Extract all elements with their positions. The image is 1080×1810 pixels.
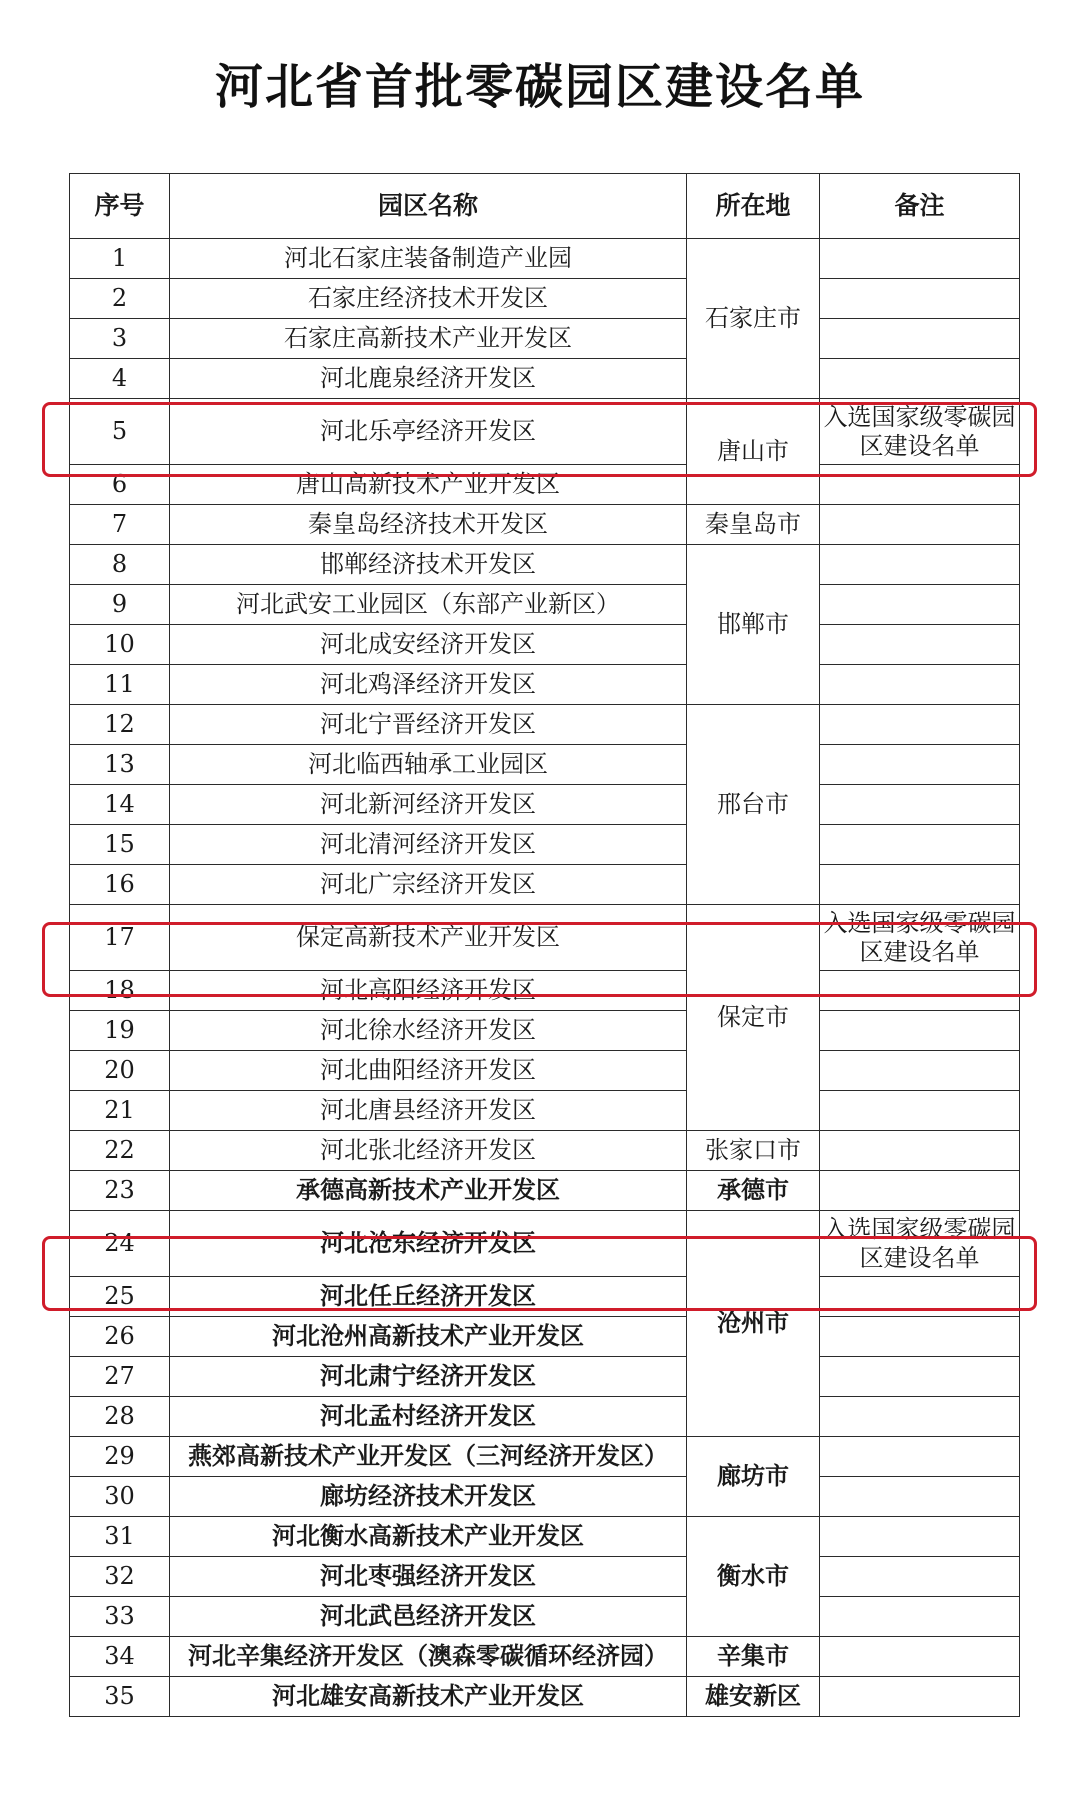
- remark-cell: [820, 585, 1020, 625]
- remark-cell: [820, 359, 1020, 399]
- remark-cell: [820, 865, 1020, 905]
- location-cell: 邢台市: [687, 705, 820, 905]
- location-cell: 衡水市: [687, 1517, 820, 1637]
- remark-cell: 入选国家级零碳园区建设名单: [820, 399, 1020, 465]
- table-row: [70, 1011, 1020, 1051]
- header-remarks: 备注: [820, 174, 1020, 239]
- table-row: [70, 1357, 1020, 1397]
- park-name: 河北成安经济开发区: [170, 625, 687, 665]
- remark-cell: [820, 705, 1020, 745]
- row-number: 13: [70, 745, 170, 785]
- remark-cell: [820, 1277, 1020, 1317]
- row-number: 21: [70, 1091, 170, 1131]
- remark-cell: [820, 1597, 1020, 1637]
- location-cell: 张家口市: [687, 1131, 820, 1171]
- table-row: [70, 1171, 1020, 1211]
- row-number: 30: [70, 1477, 170, 1517]
- park-name: 唐山高新技术产业开发区: [170, 465, 687, 505]
- park-name: 河北高阳经济开发区: [170, 971, 687, 1011]
- table-row: [70, 1317, 1020, 1357]
- table-row: [70, 545, 1020, 585]
- park-name: 河北辛集经济开发区（澳森零碳循环经济园）: [170, 1637, 687, 1677]
- row-number: 2: [70, 279, 170, 319]
- table-row: [70, 705, 1020, 745]
- remark-cell: [820, 665, 1020, 705]
- table-row: [70, 1517, 1020, 1557]
- park-name: 河北曲阳经济开发区: [170, 1051, 687, 1091]
- remark-cell: [820, 1317, 1020, 1357]
- park-name: 河北宁晋经济开发区: [170, 705, 687, 745]
- location-cell: 承德市: [687, 1171, 820, 1211]
- park-name: 河北肃宁经济开发区: [170, 1357, 687, 1397]
- table-row: [70, 319, 1020, 359]
- row-number: 17: [70, 905, 170, 971]
- remark-cell: [820, 505, 1020, 545]
- table-row: [70, 1437, 1020, 1477]
- table-row: [70, 745, 1020, 785]
- remark-cell: [820, 279, 1020, 319]
- park-name: 河北枣强经济开发区: [170, 1557, 687, 1597]
- table-row: [70, 1131, 1020, 1171]
- row-number: 6: [70, 465, 170, 505]
- header-park-name: 园区名称: [170, 174, 687, 239]
- remark-cell: [820, 1397, 1020, 1437]
- park-name: 燕郊高新技术产业开发区（三河经济开发区）: [170, 1437, 687, 1477]
- row-number: 15: [70, 825, 170, 865]
- row-number: 18: [70, 971, 170, 1011]
- park-name: 河北清河经济开发区: [170, 825, 687, 865]
- park-name: 邯郸经济技术开发区: [170, 545, 687, 585]
- park-name: 河北乐亭经济开发区: [170, 399, 687, 465]
- remark-cell: [820, 1011, 1020, 1051]
- park-name: 廊坊经济技术开发区: [170, 1477, 687, 1517]
- park-name: 河北临西轴承工业园区: [170, 745, 687, 785]
- remark-cell: [820, 465, 1020, 505]
- table-row: [70, 1051, 1020, 1091]
- row-number: 4: [70, 359, 170, 399]
- remark-cell: [820, 1637, 1020, 1677]
- row-number: 9: [70, 585, 170, 625]
- table-row: [70, 585, 1020, 625]
- park-name: 河北任丘经济开发区: [170, 1277, 687, 1317]
- park-name: 河北徐水经济开发区: [170, 1011, 687, 1051]
- table-row: [70, 359, 1020, 399]
- table-header-row: [70, 174, 1020, 239]
- table-row: [70, 665, 1020, 705]
- park-name: 河北武安工业园区（东部产业新区）: [170, 585, 687, 625]
- row-number: 11: [70, 665, 170, 705]
- remark-cell: [820, 1517, 1020, 1557]
- remark-cell: [820, 1171, 1020, 1211]
- park-name: 河北雄安高新技术产业开发区: [170, 1677, 687, 1717]
- remark-cell: [820, 1131, 1020, 1171]
- park-name: 石家庄高新技术产业开发区: [170, 319, 687, 359]
- table-row: [70, 865, 1020, 905]
- park-name: 河北鸡泽经济开发区: [170, 665, 687, 705]
- park-name: 河北唐县经济开发区: [170, 1091, 687, 1131]
- row-number: 1: [70, 239, 170, 279]
- remark-cell: 入选国家级零碳园区建设名单: [820, 1211, 1020, 1277]
- table-row: [70, 1091, 1020, 1131]
- table-row: [70, 1597, 1020, 1637]
- location-cell: 保定市: [687, 905, 820, 1131]
- table-row: [70, 1277, 1020, 1317]
- table-row: [70, 1477, 1020, 1517]
- header-number: 序号: [70, 174, 170, 239]
- row-number: 35: [70, 1677, 170, 1717]
- remark-cell: [820, 625, 1020, 665]
- park-name: 河北衡水高新技术产业开发区: [170, 1517, 687, 1557]
- row-number: 12: [70, 705, 170, 745]
- row-number: 3: [70, 319, 170, 359]
- row-number: 8: [70, 545, 170, 585]
- table-row: [70, 1557, 1020, 1597]
- row-number: 33: [70, 1597, 170, 1637]
- header-location: 所在地: [687, 174, 820, 239]
- table-row: [70, 785, 1020, 825]
- table-row: [70, 1397, 1020, 1437]
- remark-cell: [820, 239, 1020, 279]
- table-row: [70, 279, 1020, 319]
- table-row: [70, 505, 1020, 545]
- park-name: 河北孟村经济开发区: [170, 1397, 687, 1437]
- park-name: 保定高新技术产业开发区: [170, 905, 687, 971]
- location-cell: 辛集市: [687, 1637, 820, 1677]
- location-cell: 沧州市: [687, 1211, 820, 1437]
- row-number: 10: [70, 625, 170, 665]
- table-row: [70, 465, 1020, 505]
- table-row: [70, 399, 1020, 465]
- row-number: 19: [70, 1011, 170, 1051]
- page-title: 河北省首批零碳园区建设名单: [214, 59, 865, 115]
- park-name: 河北沧东经济开发区: [170, 1211, 687, 1277]
- location-cell: 雄安新区: [687, 1677, 820, 1717]
- table-row: [70, 1211, 1020, 1277]
- park-name: 河北鹿泉经济开发区: [170, 359, 687, 399]
- table-row: [70, 239, 1020, 279]
- remark-cell: [820, 545, 1020, 585]
- park-name: 河北广宗经济开发区: [170, 865, 687, 905]
- location-cell: 邯郸市: [687, 545, 820, 705]
- park-name: 石家庄经济技术开发区: [170, 279, 687, 319]
- row-number: 14: [70, 785, 170, 825]
- location-cell: 秦皇岛市: [687, 505, 820, 545]
- row-number: 28: [70, 1397, 170, 1437]
- park-name: 承德高新技术产业开发区: [170, 1171, 687, 1211]
- table-row: [70, 1637, 1020, 1677]
- location-cell: 唐山市: [687, 399, 820, 505]
- table-row: [70, 1677, 1020, 1717]
- remark-cell: [820, 1091, 1020, 1131]
- remark-cell: [820, 971, 1020, 1011]
- row-number: 29: [70, 1437, 170, 1477]
- row-number: 24: [70, 1211, 170, 1277]
- remark-cell: [820, 1051, 1020, 1091]
- row-number: 23: [70, 1171, 170, 1211]
- park-name: 秦皇岛经济技术开发区: [170, 505, 687, 545]
- row-number: 16: [70, 865, 170, 905]
- park-name: 河北武邑经济开发区: [170, 1597, 687, 1637]
- table-row: [70, 971, 1020, 1011]
- remark-cell: [820, 785, 1020, 825]
- row-number: 26: [70, 1317, 170, 1357]
- row-number: 31: [70, 1517, 170, 1557]
- remark-cell: [820, 825, 1020, 865]
- remark-cell: [820, 1677, 1020, 1717]
- location-cell: 石家庄市: [687, 239, 820, 399]
- remark-cell: [820, 319, 1020, 359]
- row-number: 27: [70, 1357, 170, 1397]
- park-name: 河北石家庄装备制造产业园: [170, 239, 687, 279]
- row-number: 34: [70, 1637, 170, 1677]
- park-name: 河北张北经济开发区: [170, 1131, 687, 1171]
- table-row: [70, 825, 1020, 865]
- park-name: 河北新河经济开发区: [170, 785, 687, 825]
- remark-cell: [820, 1557, 1020, 1597]
- location-cell: 廊坊市: [687, 1437, 820, 1517]
- remark-cell: [820, 745, 1020, 785]
- remark-cell: 入选国家级零碳园区建设名单: [820, 905, 1020, 971]
- row-number: 5: [70, 399, 170, 465]
- remark-cell: [820, 1437, 1020, 1477]
- park-name: 河北沧州高新技术产业开发区: [170, 1317, 687, 1357]
- row-number: 22: [70, 1131, 170, 1171]
- remark-cell: [820, 1357, 1020, 1397]
- row-number: 7: [70, 505, 170, 545]
- park-list-table: [69, 173, 1020, 1717]
- row-number: 25: [70, 1277, 170, 1317]
- table-row: [70, 905, 1020, 971]
- row-number: 32: [70, 1557, 170, 1597]
- row-number: 20: [70, 1051, 170, 1091]
- remark-cell: [820, 1477, 1020, 1517]
- table-row: [70, 625, 1020, 665]
